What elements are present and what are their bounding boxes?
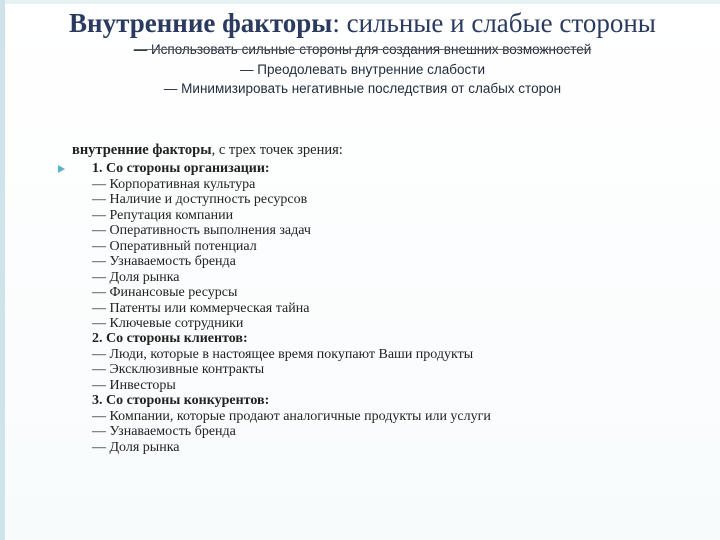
- subtitle-line: — Преодолевать внутренние слабости: [240, 61, 485, 77]
- slide-title-rest: : сильные и слабые стороны: [332, 8, 656, 38]
- content-body: [72, 143, 700, 455]
- intro-text: [72, 143, 700, 158]
- subtitle-list: [5, 40, 720, 99]
- section-heading: 3. Со стороны конкурентов:: [92, 393, 270, 409]
- list-item: — Корпоративная культура: [92, 176, 256, 192]
- subtitle-line: — Минимизировать негативные последствия от слабых сторон: [163, 81, 562, 96]
- section-heading: 2. Со стороны клиентов:: [92, 331, 248, 347]
- list-item: — Эксклюзивные контракты: [92, 362, 265, 378]
- intro-rest: , с трех точек зрения:: [211, 142, 343, 158]
- factor-list: [92, 177, 700, 455]
- list-item: — Ключевые сотрудники: [92, 315, 244, 331]
- list-item: — Узнаваемость бренда: [92, 254, 236, 270]
- list-item: — Доля рынка: [92, 269, 180, 285]
- triangle-bullet-icon: [58, 165, 65, 173]
- list-item: — Наличие и доступность ресурсов: [92, 192, 308, 208]
- list-item: — Люди, которые в настоящее время покупают Ваши продукты: [92, 346, 474, 362]
- list-item: — Компании, которые продают аналогичные продукты или услуги: [92, 408, 491, 424]
- slide-title-bold: Внутренние факторы: [69, 8, 333, 38]
- list-item: — Финансовые ресурсы: [92, 285, 238, 301]
- bullet-item: [72, 161, 700, 455]
- list-item: — Оперативный потенциал: [92, 238, 257, 254]
- list-item: — Доля рынка: [92, 439, 180, 455]
- list-item: — Репутация компании: [92, 207, 234, 223]
- list-item: — Патенты или коммерческая тайна: [92, 300, 310, 316]
- subtitle-line: — Использовать сильные стороны для создания внешних возможностей: [133, 42, 592, 57]
- list-item: — Инвесторы: [92, 377, 176, 393]
- list-item: — Узнаваемость бренда: [92, 424, 236, 440]
- list-item: — Оперативность выполнения задач: [92, 223, 311, 239]
- intro-bold: внутренние факторы: [72, 142, 212, 158]
- top-band: [5, 0, 720, 4]
- section-heading: 1. Со стороны организации:: [92, 161, 270, 177]
- slide-title: [5, 6, 720, 40]
